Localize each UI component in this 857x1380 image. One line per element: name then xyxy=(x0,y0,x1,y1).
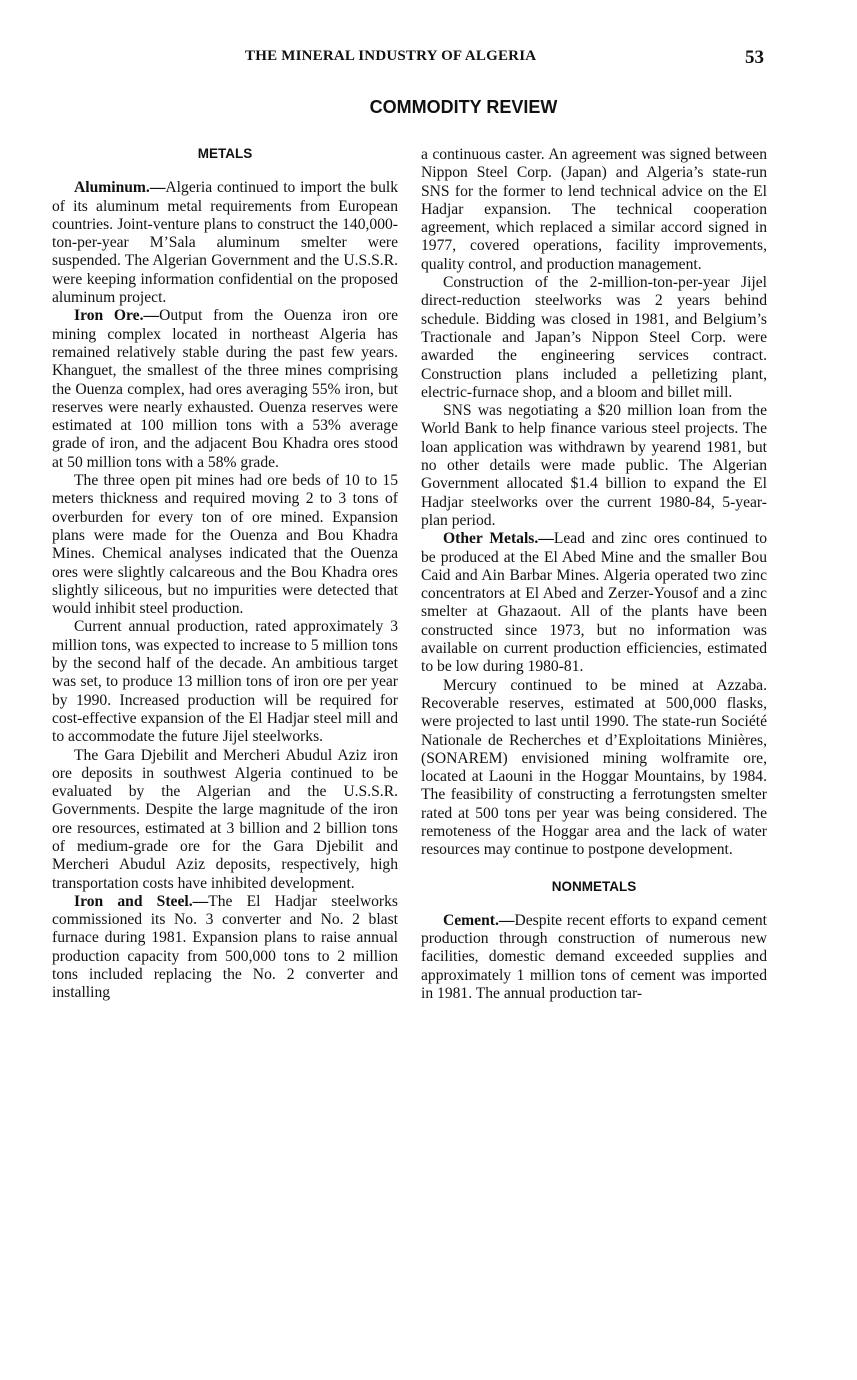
left-paragraphs xyxy=(52,179,398,1002)
running-head: THE MINERAL INDUSTRY OF ALGERIA xyxy=(245,48,537,64)
metals-heading: METALS xyxy=(197,146,253,161)
paragraph xyxy=(52,307,398,472)
paragraph xyxy=(421,274,767,402)
paragraph-lead: Iron and Steel.— xyxy=(74,892,209,910)
paragraph-text: Construction of the 2-million-ton-per-year Jijel direct-reduction steelworks was 2 years behind schedule. Bidding was closed in 1981, and Belgium’s Tractionale and Japan’s Nippon Steel Corp. were awarded the engineering services contract. Construction plans included a pelletizing plant, electric-furnace shop, and a bloom and billet mill. xyxy=(421,274,767,401)
paragraph xyxy=(421,677,767,860)
page-number: 53 xyxy=(745,47,764,68)
paragraph-text: The Gara Djebilit and Mercheri Abudul Aziz iron ore deposits in southwest Algeria continued to be evaluated by the Algerian and the U.S.S.R. Governments. Despite the large magnitude of the iron ore resources, estimated at 3 billion and 2 billion tons of medium-grade ore for the Gara Djebilit and Mercheri Abudul Aziz deposits, respectively, high transportation costs have inhibited development. xyxy=(52,746,398,892)
paragraph xyxy=(52,747,398,893)
paragraph xyxy=(52,618,398,746)
paragraph xyxy=(421,402,767,530)
paragraph-text: Despite recent efforts to expand cement production through construction of numerous new facilities, domestic demand exceeded supplies and approximately 1 million tons of cement was imported in 1981. The annual production tar- xyxy=(421,911,767,1003)
paragraph-lead: Cement.— xyxy=(443,911,515,929)
paragraph-lead: Aluminum.— xyxy=(74,179,166,197)
paragraph-text: The El Hadjar steelworks commissioned its No. 3 converter and No. 2 blast furnace during 1981. Expansion plans to raise annual production capacity from 500,000 tons to 2 million tons included replacing the No. 2 converter and installing xyxy=(52,892,398,1002)
paragraph-text: Lead and zinc ores continued to be produced at the El Abed Mine and the smaller Bou Caid and Ain Barbar Mines. Algeria operated two zinc concentrators at El Abed and Zerzer-Yousof and a zinc smelter at Ghazaout. All of the plants have been constructed since 1973, but no information was available on current production efficiencies, estimated to be low during 1980-81. xyxy=(421,530,767,676)
right-column xyxy=(421,146,767,1003)
section-title: COMMODITY REVIEW xyxy=(369,97,558,117)
paragraph xyxy=(52,893,398,1003)
paragraph-text: SNS was negotiating a $20 million loan from the World Bank to help finance various steel projects. The loan application was withdrawn by yearend 1981, but no other details were made public. The Algerian Government allocated $1.4 billion to expand the El Hadjar steelworks over the current 1980-84, 5-year-plan period. xyxy=(421,402,767,529)
left-column xyxy=(52,145,398,1003)
paragraph-text: a continuous caster. An agreement was signed between Nippon Steel Corp. (Japan) and Algeria’s state-run SNS for the former to lend technical advice on the El Hadjar expansion. The technical cooperation agreement, which replaced a similar accord signed in 1977, covered operations, facility improvements, quality control, and production management. xyxy=(421,146,767,273)
paragraph-text: Mercury continued to be mined at Azzaba. Recoverable reserves, estimated at 500,000 flasks, were projected to last until 1990. The state-run Société Nationale de Recherches et d’Exploitations Minières, (SONAREM) envisioned mining wolframite ore, located at Laouni in the Hoggar Mountains, by 1984. The feasibility of constructing a ferrotungsten smelter rated at 500 tons per year was being considered. The remoteness of the Hoggar area and the lack of water resources may continue to postpone development. xyxy=(421,676,767,859)
paragraph xyxy=(52,179,398,307)
right-paragraphs-before xyxy=(421,146,767,860)
paragraph-text: The three open pit mines had ore beds of 10 to 15 meters thickness and required moving 2 to 3 tons of overburden for every ton of ore mined. Expansion plans were made for the Ouenza and Bou Khadra Mines. Chemical analyses indicated that the Ouenza ores were slightly calcareous and the Bou Khadra ores slightly siliceous, but no impurities were detected that would inhibit steel production. xyxy=(52,472,398,618)
paragraph xyxy=(421,146,767,274)
paragraph-text: Output from the Ouenza iron ore mining complex located in northeast Algeria has remained relatively stable during the past few years. Khanguet, the smallest of the three mines comprising the Ouenza complex, had ores averaging 55% iron, but reserves were nearly exhausted. Ouenza reserves were estimated at 100 million tons with a 53% average grade of iron, and the adjacent Bou Khadra ores stood at 50 million tons with a 58% grade. xyxy=(52,307,398,471)
paragraph xyxy=(421,530,767,676)
nonmetals-heading: NONMETALS xyxy=(551,878,637,894)
paragraph-text: Current annual production, rated approximately 3 million tons, was expected to increase to 5 million tons by the second half of the decade. An ambitious target was set, to produce 13 million tons of iron ore per year by 1990. Increased production will be required for cost-effective expansion of the El Hadjar steel mill and to accommodate the future Jijel steelworks. xyxy=(52,618,398,746)
right-paragraphs-after xyxy=(421,912,767,1003)
paragraph xyxy=(421,912,767,1003)
paragraph-text: Algeria continued to import the bulk of its aluminum metal requirements from European countries. Joint-venture plans to construct the 140,000-ton-per-year M’Sala aluminum smelter were suspended. The Algerian Government and the U.S.S.R. were keeping information confidential on the proposed aluminum project. xyxy=(52,179,398,307)
paragraph xyxy=(52,472,398,618)
paragraph-lead: Iron Ore.— xyxy=(74,307,160,325)
paragraph-lead: Other Metals.— xyxy=(443,530,554,548)
